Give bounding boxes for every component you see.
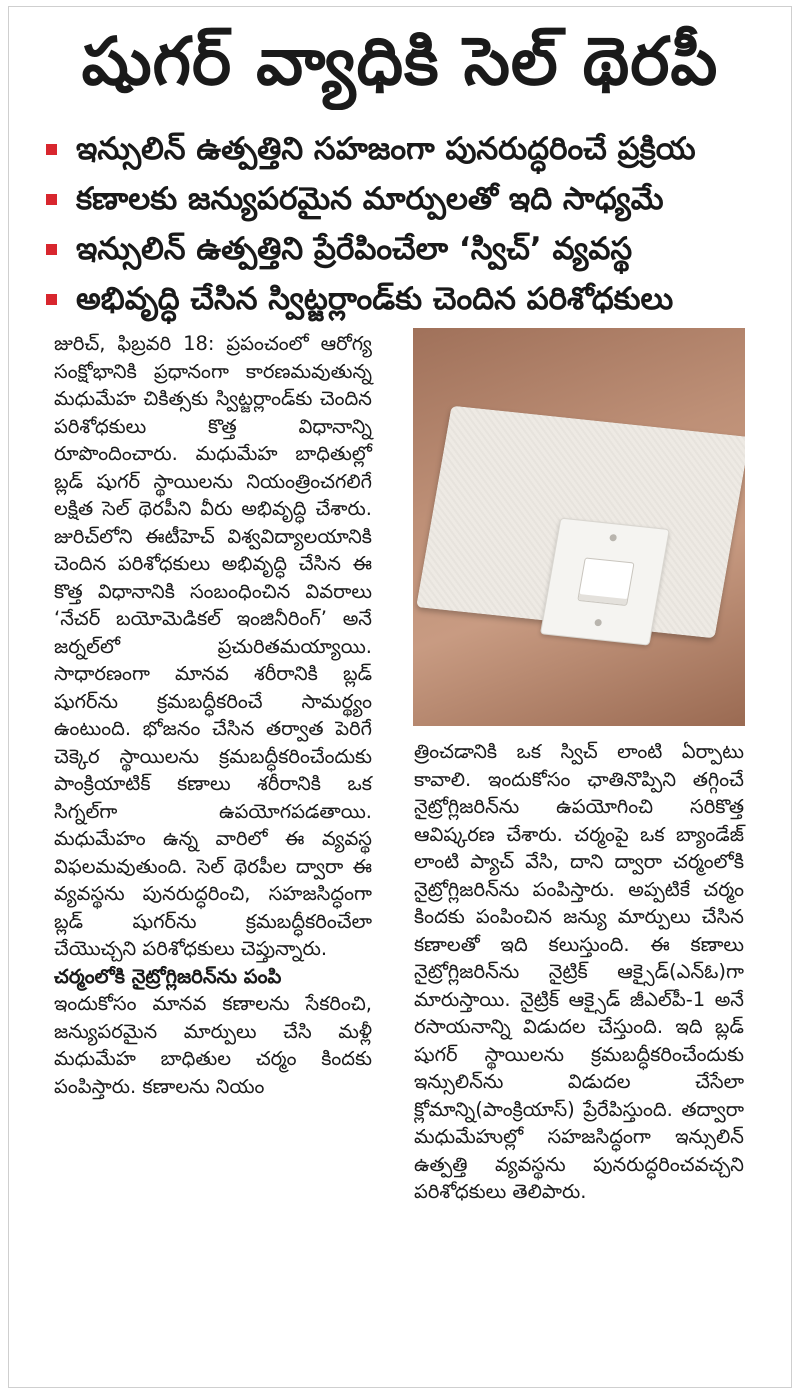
- bullet-item: [46, 274, 776, 324]
- bullet-square-icon: [46, 144, 57, 155]
- body-paragraph: జురిచ్, ఫిబ్రవరి 18: ప్రపంచంలో ఆరోగ్య సంక్షోభానికి ప్రధానంగా కారణమవుతున్న మధుమేహ చికిత్సకు స్విట్జర్లాండ్‌కు చెందిన పరిశోధకులు కొత్త విధానాన్ని రూపొందించారు. మధుమేహ బాధితుల్లో బ్లడ్ షుగర్ స్థాయిలను నియంత్రించగలిగే లక్షిత సెల్ థెరపీని వీరు అభివృద్ధి చేశారు. జురిచ్‌లోని ఈటీహెచ్ విశ్వవిద్యాలయానికి చెందిన పరిశోధకులు అభివృద్ధి చేసిన ఈ కొత్త విధానానికి సంబంధించిన వివరాలు ‘నేచర్ బయోమెడికల్ ఇంజినీరింగ్’ అనే జర్నల్‌లో ప్రచురితమయ్యాయి. సాధారణంగా మానవ శరీరానికి బ్లడ్ షుగర్‌ను క్రమబద్ధీకరించే సామర్థ్యం ఉంటుంది. భోజనం చేసిన తర్వాత పెరిగే చెక్కెర స్థాయిలను క్రమబద్ధీకరించేందుకు పాంక్రియాటిక్ కణాలు శరీరానికి ఒక సిగ్నల్‌గా ఉపయోగపడతాయి. మధుమేహం ఉన్న వారిలో ఈ వ్యవస్థ విఫలమవుతుంది. సెల్ థెరపీల ద్వారా ఈ వ్యవస్థను పునరుద్ధరించి, సహజసిద్ధంగా బ్లడ్ షుగర్‌ను క్రమబద్ధీకరించేలా చేయొచ్చని పరిశోధకులు చెప్తున్నారు.: [54, 332, 372, 960]
- bullet-text: ఇన్సులిన్ ఉత్పత్తిని సహజంగా పునరుద్ధరించే ప్రక్రియ: [76, 131, 696, 167]
- article-photo: [413, 328, 745, 726]
- screw-icon: [594, 619, 602, 627]
- bullet-square-icon: [46, 294, 57, 305]
- left-column: [54, 330, 372, 1100]
- bullet-item: [46, 124, 776, 174]
- headline: షుగర్ వ్యాధికి సెల్ థెరపీ: [81, 23, 719, 100]
- bullet-list: [46, 124, 776, 324]
- switch-icon: [540, 518, 670, 646]
- bullet-item: [46, 224, 776, 274]
- body-paragraph: ఇందుకోసం మానవ కణాలను సేకరించి, జన్యుపరమైన మార్పులు చేసి మళ్లీ మధుమేహ బాధితుల చర్మం కిందకు పంపిస్తారు. కణాలను నియం: [54, 992, 372, 1098]
- toggle-icon: [577, 557, 634, 606]
- bullet-square-icon: [46, 244, 57, 255]
- bullet-text: ఇన్సులిన్ ఉత్పత్తిని ప్రేరేపించేలా ‘స్విచ్’ వ్యవస్థ: [76, 231, 633, 267]
- bullet-square-icon: [46, 194, 57, 205]
- bullet-text: అభివృద్ధి చేసిన స్విట్జర్లాండ్‌కు చెందిన పరిశోధకులు: [76, 281, 674, 317]
- screw-icon: [609, 534, 617, 542]
- body-paragraph: త్రించడానికి ఒక స్విచ్ లాంటి ఏర్పాటు కావాలి. ఇందుకోసం ఛాతినొప్పిని తగ్గించే నైట్రోగ్లిజరిన్‌ను ఉపయోగించి సరికొత్త ఆవిష్కరణ చేశారు. చర్మంపై ఒక బ్యాండేజ్ లాంటి ప్యాచ్ వేసి, దాని ద్వారా చర్మంలోకి నైట్రోగ్లిజరిన్‌ను పంపిస్తారు. అప్పటికే చర్మం కిందకు పంపించిన జన్యు మార్పులు చేసిన కణాలతో ఇది కలుస్తుంది. ఈ కణాలు నైట్రోగ్లిజరిన్‌ను నైట్రిక్ ఆక్సైడ్(ఎన్ఓ)గా మారుస్తాయి. నైట్రిక్ ఆక్సైడ్ జీఎల్‌పీ-1 అనే రసాయనాన్ని విడుదల చేస్తుంది. ఇది బ్లడ్ షుగర్ స్థాయిలను క్రమబద్ధీకరించేందుకు ఇన్సులిన్‌ను విడుదల చేసేలా క్లోమాన్ని(పాంక్రియాస్) ప్రేరేపిస్తుంది. తద్వారా మధుమేహుల్లో సహజసిద్ధంగా ఇన్సులిన్ ఉత్పత్తి వ్యవస్థను పునరుద్ధరించవచ్చని పరిశోధకులు తెలిపారు.: [414, 740, 744, 1203]
- bullet-item: [46, 174, 776, 224]
- subheading: చర్మంలోకి నైట్రోగ్లిజరిన్‌ను పంపి: [54, 964, 282, 988]
- right-column: [414, 738, 744, 1206]
- bullet-text: కణాలకు జన్యుపరమైన మార్పులతో ఇది సాధ్యమే: [76, 181, 664, 217]
- bandage-patch: [416, 406, 745, 639]
